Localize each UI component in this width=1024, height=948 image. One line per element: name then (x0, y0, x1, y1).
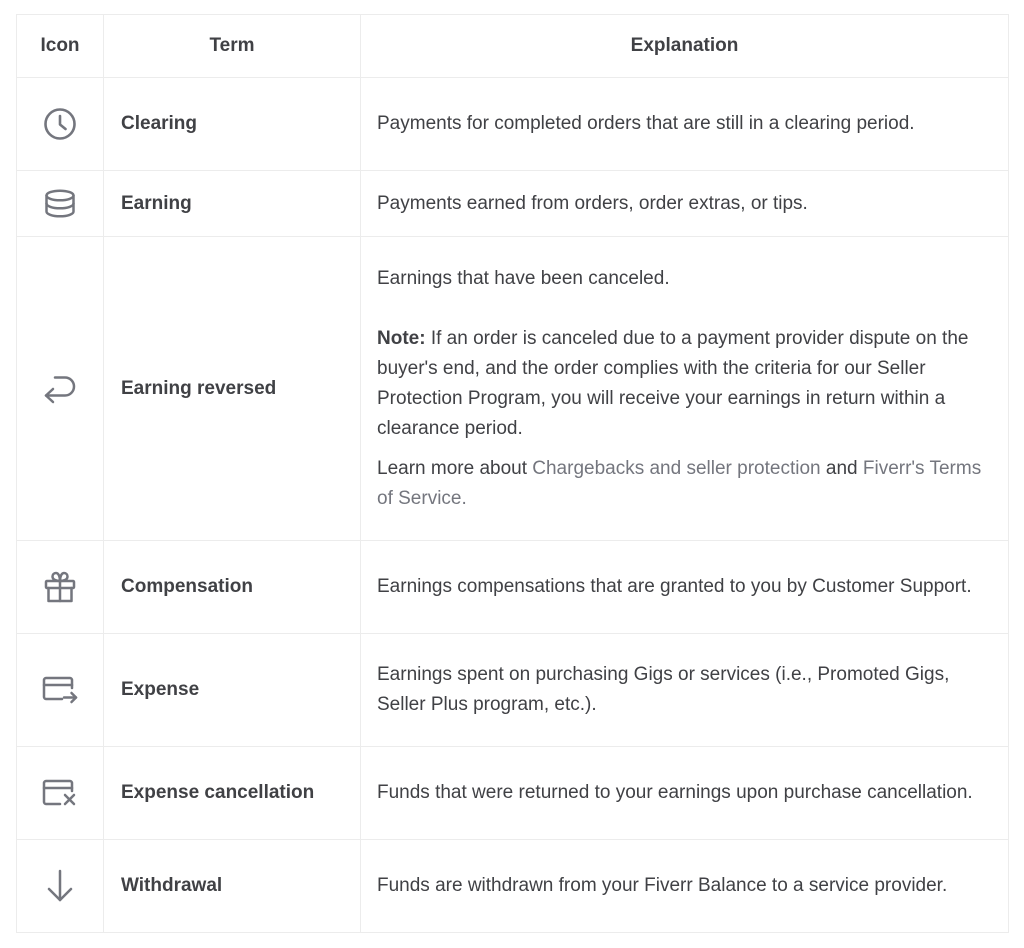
explanation-text: Funds that were returned to your earnings upon purchase cancellation. (377, 782, 973, 803)
card-transfer-icon (42, 675, 78, 705)
term-cell: Earning (104, 171, 361, 237)
explanation-text: Payments earned from orders, order extras, or tips. (377, 192, 808, 214)
terms-table (16, 14, 1009, 933)
icon-cell (17, 541, 104, 634)
table-row (17, 78, 1009, 171)
icon-cell (17, 747, 104, 840)
header-explanation: Explanation (361, 15, 1009, 78)
chargebacks-link[interactable]: Chargebacks and seller protection (532, 457, 821, 479)
term-cell: Compensation (104, 541, 361, 634)
clock-icon (43, 107, 77, 141)
card-cancel-icon (42, 778, 78, 808)
term-cell: Expense (104, 634, 361, 747)
explanation-text: Funds are withdrawn from your Fiverr Balance to a service provider. (377, 875, 948, 896)
explanation-text: Earnings spent on purchasing Gigs or services (i.e., Promoted Gigs, Seller Plus program, etc.). (377, 664, 950, 715)
explanation-text: Payments for completed orders that are still in a clearing period. (377, 113, 915, 134)
coins-stack-icon (44, 189, 76, 219)
explanation-text: Earnings compensations that are granted to you by Customer Support. (377, 576, 972, 597)
note-paragraph (377, 324, 994, 444)
table-row (17, 747, 1009, 840)
explanation-text: Earnings that have been canceled. (377, 267, 670, 289)
table-row (17, 541, 1009, 634)
explanation-cell (361, 237, 1009, 541)
header-icon: Icon (17, 15, 104, 78)
term-cell: Clearing (104, 78, 361, 171)
header-term: Term (104, 15, 361, 78)
learn-more-middle: and (820, 457, 863, 479)
explanation-cell (361, 541, 1009, 634)
explanation-cell (361, 634, 1009, 747)
return-arrow-icon (43, 374, 77, 404)
term-cell: Earning reversed (104, 237, 361, 541)
terms-of-service-link[interactable]: Fiverr's Terms of Service. (377, 457, 982, 509)
explanation-cell (361, 78, 1009, 171)
table-row (17, 840, 1009, 933)
gift-icon (43, 570, 77, 604)
term-cell: Withdrawal (104, 840, 361, 933)
table-row (17, 237, 1009, 541)
icon-cell (17, 171, 104, 237)
icon-cell (17, 78, 104, 171)
table-row (17, 171, 1009, 237)
note-label: Note: (377, 327, 426, 349)
learn-more-prefix: Learn more about (377, 457, 533, 479)
explanation-cell (361, 747, 1009, 840)
icon-cell (17, 840, 104, 933)
icon-cell (17, 634, 104, 747)
note-text: If an order is canceled due to a payment provider dispute on the buyer's end, and the order complies with the criteria for our Seller Protection Program, you will receive your earnings in return within a clearance period. (377, 327, 969, 439)
explanation-cell (361, 171, 1009, 237)
table-header (17, 15, 1009, 78)
explanation-cell (361, 840, 1009, 933)
table-row (17, 634, 1009, 747)
term-cell: Expense cancellation (104, 747, 361, 840)
learn-more-paragraph (377, 454, 994, 514)
header-row (17, 15, 1009, 78)
icon-cell (17, 237, 104, 541)
arrow-down-icon (45, 869, 75, 903)
